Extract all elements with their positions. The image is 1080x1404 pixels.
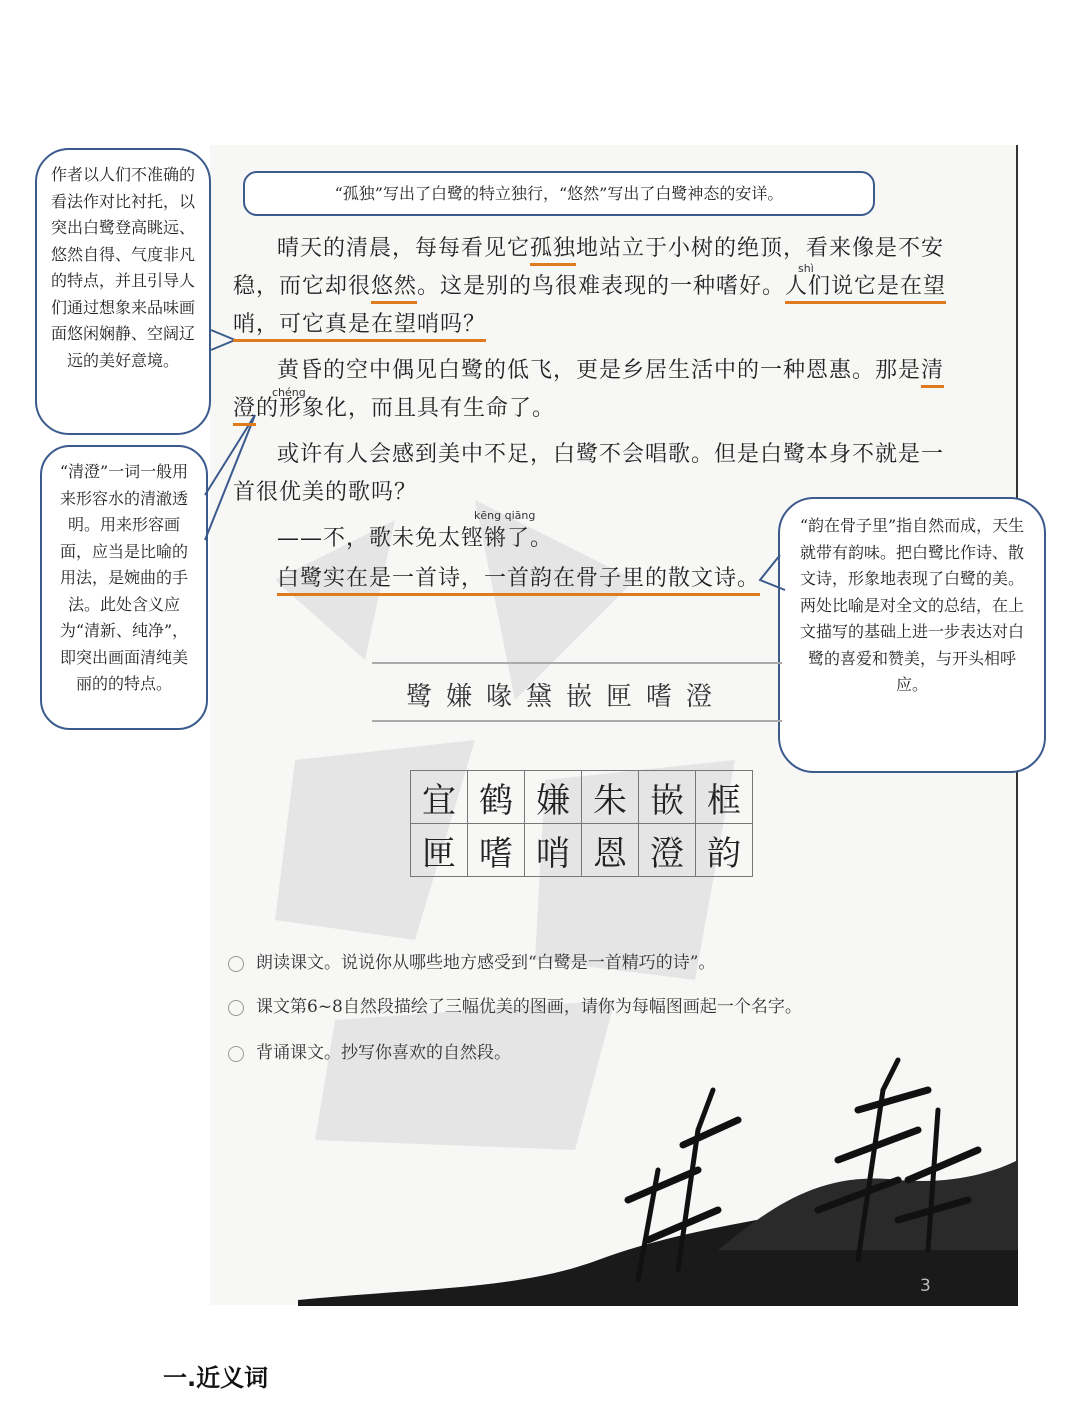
paragraph-3: 或许有人会感到美中不足，白鹭不会唱歌。但是白鹭本身不就是一首很优美的歌吗？	[233, 442, 945, 505]
vocabulary-strip	[372, 662, 782, 722]
grid-cell: 框	[696, 771, 753, 824]
callout-left-qingcheng: “清澄”一词一般用来形容水的清澈透明。用来形容画面，应当是比喻的用法，是婉曲的手法。此处含义应为“清新、纯净”，即突出画面清纯美丽的的特点。	[40, 445, 208, 730]
callout-right-yun: “韵在骨子里”指自然而成，天生就带有韵味。把白鹭比作诗、散文诗，形象地表现了白鹭的美。两处比喻是对全文的总结，在上文描写的基础上进一步表达对白鹭的喜爱和赞美，与开头相呼应。	[778, 497, 1046, 773]
page-number: 3	[920, 1276, 931, 1296]
circle-bullet-icon	[228, 1046, 244, 1062]
character-grid	[410, 770, 753, 877]
grid-row	[411, 824, 753, 877]
pinyin-cheng: chéng	[272, 386, 306, 399]
paragraph-2	[233, 352, 953, 428]
p1-text-c: 地站立于小树的绝顶，看来像是不安稳，而它却很	[233, 236, 945, 299]
callout-left-contrast: 作者以人们不准确的看法作对比衬托，以突出白鹭登高眺远、悠然自得、气度非凡的特点，并且引导人们通过想象来品味画面悠闲娴静、空阔辽远的美好意境。	[35, 148, 211, 435]
p1-underline-question: 人们说它是在望哨，可它真是在望哨吗？	[233, 274, 946, 342]
p1-underline-youran: 悠然	[371, 274, 417, 304]
grid-cell: 匣	[411, 824, 468, 877]
exercise-text: 课文第6~8自然段描绘了三幅优美的图画，请你为每幅图画起一个名字。	[256, 997, 802, 1017]
p2-underline-qingcheng: 清澄	[233, 358, 944, 426]
vocabulary-chars: 鹭嫌喙黛嵌匣嗜澄	[406, 682, 727, 712]
grid-cell: 朱	[582, 771, 639, 824]
paragraph-4: ——不，歌未免太铿锵了。	[277, 526, 554, 551]
grid-cell: 嵌	[639, 771, 696, 824]
grid-cell: 嗜	[468, 824, 525, 877]
section-heading: 一.近义词	[163, 1364, 269, 1392]
p5-underline-poem: 白鹭实在是一首诗，一首韵在骨子里的散文诗。	[277, 566, 760, 596]
ink-reed-illustration	[298, 1050, 1018, 1306]
p1-text-a: 晴天的清晨，每每看见它	[277, 236, 531, 261]
grid-cell: 恩	[582, 824, 639, 877]
exercise-item	[228, 948, 715, 973]
grid-cell: 韵	[696, 824, 753, 877]
callout-top: “孤独”写出了白鹭的特立独行，“悠然”写出了白鹭神态的安详。	[243, 171, 875, 216]
grid-row	[411, 771, 753, 824]
p2-text-c: 的形象化，而且具有生命了。	[256, 396, 556, 421]
grid-cell: 哨	[525, 824, 582, 877]
pinyin-shi: shì	[798, 262, 814, 275]
circle-bullet-icon	[228, 956, 244, 972]
pinyin-kengqiang: kēng qiāng	[474, 509, 536, 522]
p2-text-a: 黄昏的空中偶见白鹭的低飞，更是乡居生活中的一种恩惠。那是	[277, 358, 922, 383]
p1-text-e: 。这是别的鸟很难表现的一种嗜好。	[417, 274, 786, 299]
exercise-text: 朗读课文。说说你从哪些地方感受到“白鹭是一首精巧的诗”。	[256, 953, 716, 973]
exercise-text: 背诵课文。抄写你喜欢的自然段。	[256, 1043, 511, 1063]
grid-cell: 鹤	[468, 771, 525, 824]
paragraph-5	[233, 560, 953, 598]
grid-cell: 宜	[411, 771, 468, 824]
grid-cell: 澄	[639, 824, 696, 877]
circle-bullet-icon	[228, 1000, 244, 1016]
paragraph-1	[233, 230, 953, 344]
exercise-item	[228, 992, 802, 1017]
p1-underline-gudu: 孤独	[530, 236, 576, 266]
grid-cell: 嫌	[525, 771, 582, 824]
